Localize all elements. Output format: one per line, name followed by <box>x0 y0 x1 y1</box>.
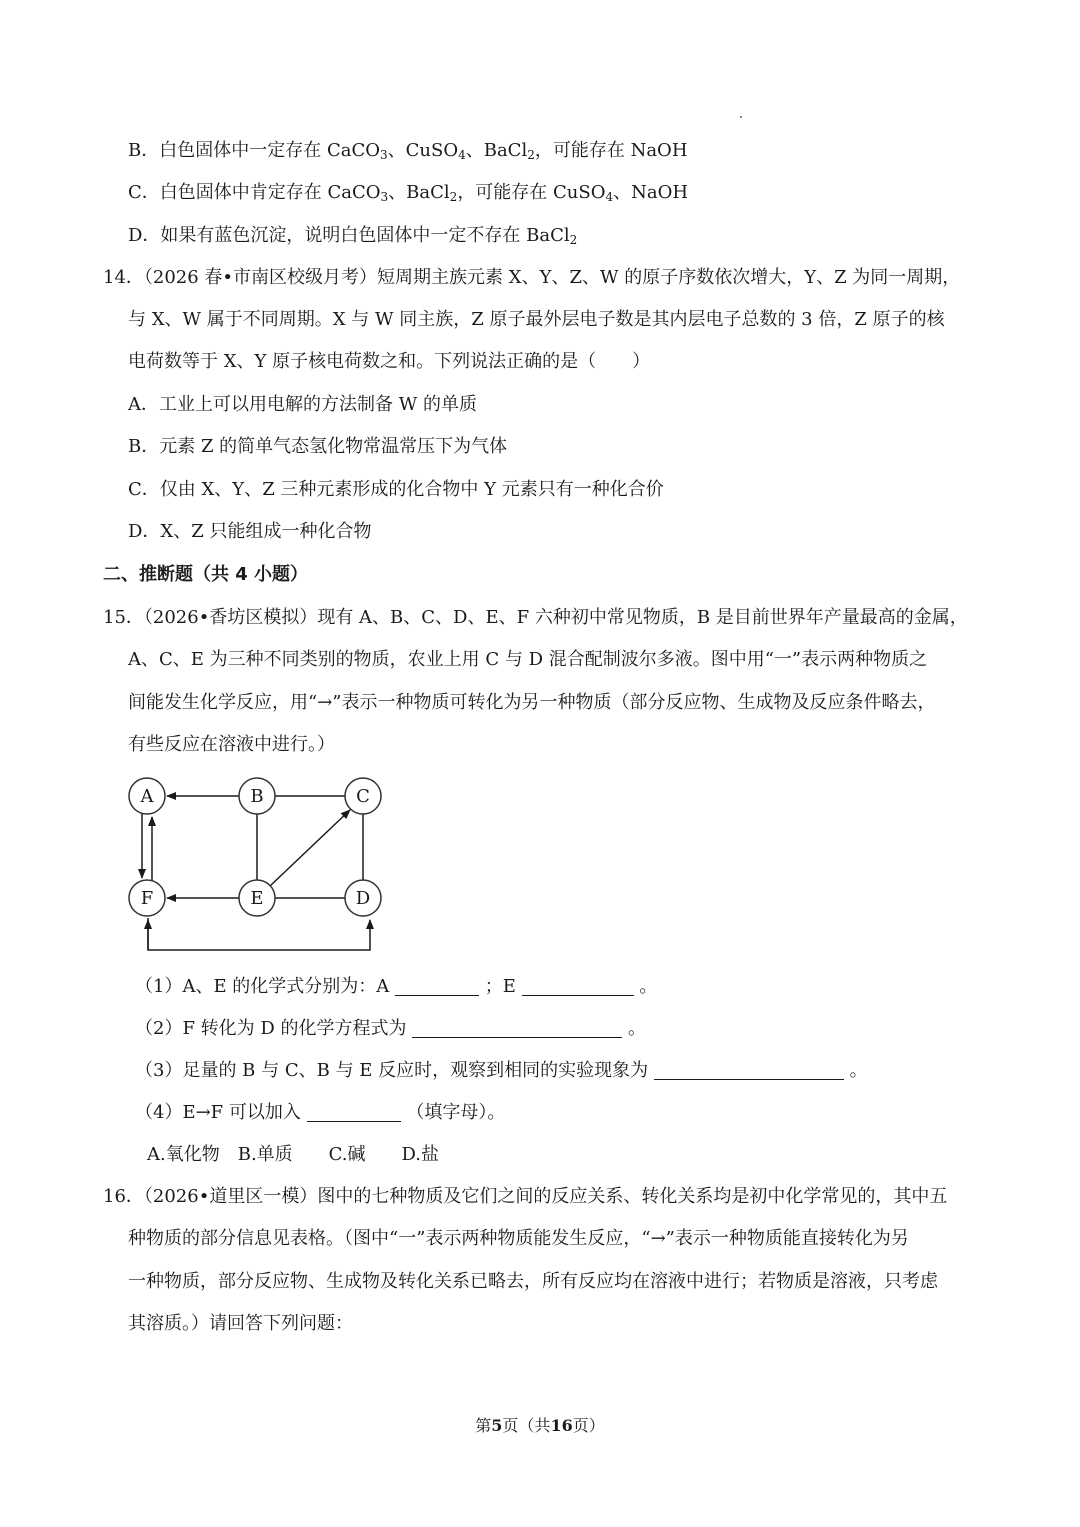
q15-sub4-options: A.氧化物 B.单质 C.碱 D.盐 <box>147 1144 440 1165</box>
node-c-label: C <box>356 786 370 807</box>
q15-sub4: （4）E→F 可以加入 （填字母）。 <box>135 1102 506 1123</box>
q14-stem-line1: 14．（2026 春•市南区校级月考）短周期主族元素 X、Y、Z、W 的原子序数依次增大，Y、Z 为同一周期， <box>103 267 961 288</box>
node-d-label: D <box>355 888 371 909</box>
q14-option-b: B．元素 Z 的简单气态氢化物常温常压下为气体 <box>128 436 508 457</box>
edge-e-to-c <box>270 810 350 886</box>
q13-option-b: B．白色固体中一定存在 CaCO$_3$、CuSO$_4$、BaCl$_2$，可能存在 NaOH <box>128 140 688 162</box>
answer-blank-phenomenon[interactable] <box>654 1061 844 1080</box>
q13-option-d: D．如果有蓝色沉淀，说明白色固体中一定不存在 BaCl$_2$ <box>128 225 578 247</box>
reaction-diagram <box>120 770 400 960</box>
current-page: 5 <box>491 1416 503 1435</box>
q15-stem-line4: 有些反应在溶液中进行。） <box>128 734 335 755</box>
q14-stem-line2: 与 X、W 属于不同周期。X 与 W 同主族，Z 原子最外层电子数是其内层电子总数的 3 倍，Z 原子的核 <box>128 309 945 330</box>
answer-blank-a[interactable] <box>395 977 479 996</box>
q15-sub1: （1）A、E 的化学式分别为：A ；E 。 <box>135 976 658 997</box>
page-footer: 第5页（共16页） <box>475 1416 605 1435</box>
node-b-label: B <box>250 786 264 807</box>
edge-f-to-d <box>148 918 370 950</box>
q14-stem-line3: 电荷数等于 X、Y 原子核电荷数之和。下列说法正确的是（ ） <box>128 351 651 372</box>
q15-sub2: （2）F 转化为 D 的化学方程式为 。 <box>135 1018 647 1039</box>
section-heading: 二、推断题（共 4 小题） <box>103 564 309 585</box>
q16-stem-line2: 种物质的部分信息见表格。（图中“一”表示两种物质能发生反应，“→”表示一种物质能直接转化为另 <box>128 1228 909 1249</box>
total-pages: 16 <box>550 1416 573 1435</box>
answer-blank-letter[interactable] <box>307 1103 401 1122</box>
q15-stem-line2: A、C、E 为三种不同类别的物质，农业上用 C 与 D 混合配制波尔多液。图中用“一”表示两种物质之 <box>128 649 928 670</box>
node-a-label: A <box>140 786 154 807</box>
q14-option-d: D．X、Z 只能组成一种化合物 <box>128 521 372 542</box>
node-e-label: E <box>250 888 264 909</box>
q14-option-a: A．工业上可以用电解的方法制备 W 的单质 <box>128 394 477 415</box>
speck-mark <box>740 116 742 118</box>
q14-option-c: C．仅由 X、Y、Z 三种元素形成的化合物中 Y 元素只有一种化合价 <box>128 479 664 500</box>
q15-stem-line1: 15．（2026•香坊区模拟）现有 A、B、C、D、E、F 六种初中常见物质，B 是目前世界年产量最高的金属， <box>103 607 968 628</box>
q16-stem-line3: 一种物质，部分反应物、生成物及转化关系已略去，所有反应均在溶液中进行；若物质是溶液，只考虑 <box>128 1271 938 1292</box>
q16-stem-line1: 16．（2026•道里区一模）图中的七种物质及它们之间的反应关系、转化关系均是初中化学常见的，其中五 <box>103 1186 948 1207</box>
answer-blank-equation[interactable] <box>412 1019 622 1038</box>
q15-stem-line3: 间能发生化学反应，用“→”表示一种物质可转化为另一种物质（部分反应物、生成物及反应条件略去， <box>128 692 936 713</box>
node-f-label: F <box>140 888 154 909</box>
answer-blank-e[interactable] <box>522 977 634 996</box>
q15-sub3: （3）足量的 B 与 C、B 与 E 反应时，观察到相同的实验现象为 。 <box>135 1060 868 1081</box>
q16-stem-line4: 其溶质。）请回答下列问题： <box>128 1313 353 1334</box>
q13-option-c: C．白色固体中肯定存在 CaCO$_3$、BaCl$_2$，可能存在 CuSO$_4$、NaOH <box>128 182 689 204</box>
